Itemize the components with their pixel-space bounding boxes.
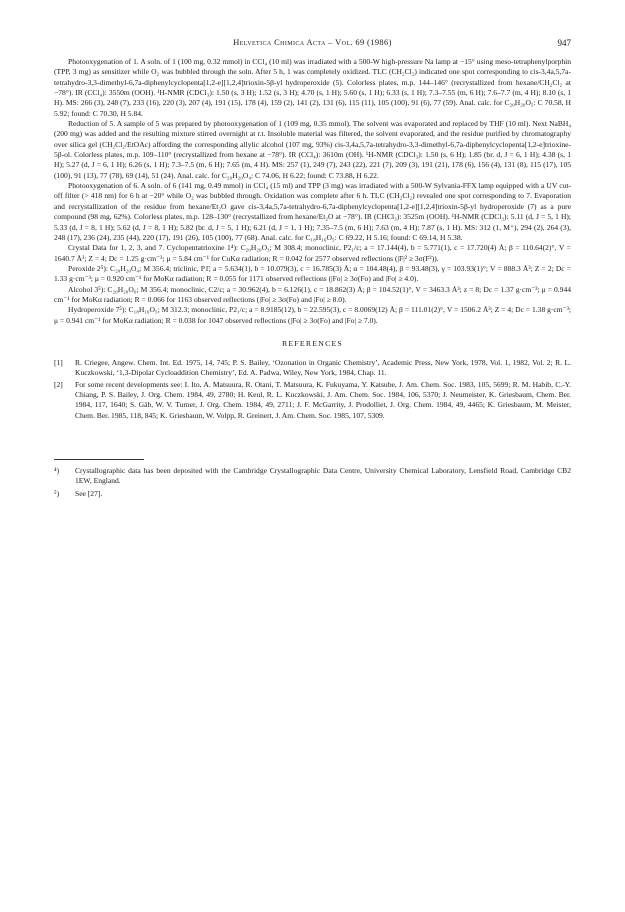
reference-item [54,380,571,421]
reference-text: R. Criegee, Angew. Chem. Int. Ed. 1975, 14, 745; P. S. Bailey, ‘Ozonation in Organic Chemistry’, Academic Press, New York, 1978, Vol. 1, 1982, Vol. 2; R. L. Kuczkowski, ‘1,3-Dipolar Cycloaddition Chemistry’, Ed. A. Padwa, Wiley, New York, 1984, Chap. 11. [75,357,571,378]
paragraph-photooxygenation-6: Photooxygenation of 6. A soln. of 6 (141 mg, 0.49 mmol) in CCl₄ (15 ml) and TPP (3 mg) was irradiated with a 500-W Sylvania-FFX lamp equipped with a UV cut-off filter (> 418 nm) for 6 h at −20° while O₂ was bubbled through. Oxidation was complete after 6 h. TLC (CH₂Cl₂) revealed one spot corresponding to 7. Evaporation and recrystallization of the residue from hexane/Et₂O gave cis-3,4a,5,7a-tetrahydro-6,7a-diphenylcyclopenta[1,2-e][1,2,4]trioxin-5β-yl hydroperoxide (7) as a pure compound (98 mg, 62%). Colorless plates, m.p. 128–130° (recrystallized from hexane/Et₂O at −78°). IR (CHCl₃): 3525m (OOH). ¹H-NMR (CDCl₃): 5.11 (d, J = 5, 1 H); 5.33 (d, J = 8, 1 H); 5.62 (d, J = 8, 1 H); 5.82 (br. d, J = 5, 1 H); 6.21 (d, J = 1, 1 H); 7.35–7.5 (m, 6 H); 7.63 (m, 4 H); 7.87 (s, 1 H). MS: 312 (1, M⁺), 294 (2), 264 (3), 248 (17), 236 (24), 235 (44), 220 (17), 191 (26), 105 (100), 77 (68). Anal. calc. for C₁₈H₁₆O₅: C 69.22, H 5.16; found: C 69.14, H 5.38. [54,181,571,242]
paragraph-photooxygenation-1: Photooxygenation of 1. A soln. of 1 (100 mg, 0.32 mmol) in CCl₄ (10 ml) was irradiated with a 500-W high-pressure Na lamp at −15° using meso-tetraphenylporphin (TPP, 3 mg) as sensitizer while O₂ was bubbled through the soln. After 5 h, 1 was completely oxidized. TLC (CH₂Cl₂) indicated one spot corresponding to cis-3,4a,5,7a-tetrahydro-3,3-dimethyl-6,7a-diphenylcyclopenta[1,2-e][1,2,4]trioxin-5β-yl hydroperoxide (5). Colorless plates, m.p. 144–146° (recrystallized from hexane/CH₂Cl₂ at −78°). IR (CCl₄): 3550m (OOH). ¹H-NMR (CDCl₃): 1.50 (s, 3 H); 1.52 (s, 3 H); 4.70 (s, 1 H); 5.60 (s, 1 H); 6.33 (s, 1 H); 7.3–7.55 (m, 6 H); 7.6–7.7 (m, 4 H); 8.10 (s, 1 H). MS: 266 (3), 248 (7), 233 (16), 220 (3), 207 (4), 191 (15), 178 (4), 159 (2), 141 (2), 131 (6), 115 (11), 105 (100), 91 (6), 77 (59). Anal. calc. for C₂₀H₂₀O₅: C 70.58, H 5.92; found: C 70.30, H 5.84. [54,57,571,118]
experimental-section [54,57,571,326]
footnote-text: See [27]. [75,488,103,498]
footnotes [54,466,571,499]
paragraph-crystal-data-2: Peroxide 2⁵): C₂₀H₂₀O₄; M 356.4; triclinic, P1̄; a = 5.634(1), b = 10.079(3), c = 16.785(3) Å; α = 104.48(4), β = 93.48(3), γ = 103.93(1)°; V = 888.3 Å³; Z = 2; Dc = 1.33 g·cm⁻³; μ = 0.920 cm⁻¹ for MoKα radiation; R = 0.055 for 1171 observed reflections (|Fo| ≥ 3σ(Fo) and |Fo| ≥ 4.0). [54,263,571,284]
page-number: 947 [557,38,571,48]
footnote-text: Crystallographic data has been deposited with the Cambridge Crystallographic Data Centre, University Chemical Laboratory, Lensfield Road, Cambridge CB2 1EW, England. [75,466,571,486]
running-header [54,38,571,52]
paragraph-reduction-5: Reduction of 5. A sample of 5 was prepared by photooxygenation of 1 (109 mg, 0.35 mmol). The solvent was evaporated and replaced by THF (10 ml). Next NaBH₄ (200 mg) was added and the resulting mixture stirred overnight at r.t. Insoluble material was filtered, the solvent evaporated, and the residue purified by chromatography over silica gel (CH₂Cl₂/EtOAc) affording the corresponding allylic alcohol (107 mg, 93%) cis-3,4a,5,7a-tetrahydro-3,3-dimethyl-6,7a-diphenylcyclopenta[1,2-e]trioxine-5β-ol. Colorless plates, m.p. 109–110° (recrystallized from hexane at −78°). IR (CCl₄): 3610m (OH). ¹H-NMR (CDCl₃): 1.50 (s, 6 H); 1.85 (br. d, J = 6, 1 H); 4.38 (s, 1 H); 5.27 (d, J = 6, 1 H); 6.26 (s, 1 H); 7.3–7.5 (m, 6 H); 7.65 (m, 4 H). MS: 257 (1), 249 (7), 243 (22), 221 (7), 209 (3), 191 (21), 178 (6), 156 (4), 131 (8), 115 (17), 105 (100), 91 (13), 77 (78), 69 (14), 51 (24). Anal. calc. for C₂₀H₂₀O₄: C 74.06, H 6.22; found: C 73.88, H 6.22. [54,119,571,180]
paragraph-crystal-data-7: Hydroperoxide 7⁵): C₁₈H₁₆O₅; M 312.3; monoclinic, P2₁/c; a = 8.9185(12), b = 22.595(3), c = 8.0069(12) Å; β = 111.01(2)°, V = 1506.2 Å³; Z = 4; Dc = 1.38 g·cm⁻³; μ = 0.941 cm⁻¹ for MoKα radiation; R = 0.038 for 1047 observed reflections (|Fo| ≥ 3σ(Fo) and |Fo| ≥ 7.0). [54,305,571,325]
paragraph-crystal-data-1: Crystal Data for 1, 2, 3, and 7. Cyclopentatrioxine 1⁴): C₂₀H₂₀O₃; M 308.4; monoclinic, P2₁/c; a = 17.144(4), b = 5.771(1), c = 17.720(4) Å; β = 110.64(2)°, V = 1640.7 Å³; Z = 4; Dc = 1.25 g·cm⁻³; μ = 5.84 cm⁻¹ for CuKα radiation; R = 0.042 for 2577 observed reflections (|F|² ≥ 3σ(F²)). [54,243,571,263]
footnote-divider [54,459,144,460]
footnote-number: ⁵) [54,488,60,498]
references-list [54,358,571,421]
journal-title: Helvetica Chimica Acta – Vol. 69 (1986) [233,38,392,47]
footnote-item [54,466,571,487]
reference-number: [2] [54,379,63,389]
references-heading: REFERENCES [282,338,343,348]
footnote-number: ⁴) [54,466,60,475]
journal-page [54,38,571,501]
reference-item [54,358,571,379]
paragraph-crystal-data-3: Alcohol 3⁵): C₂₀H₂₀O₆; M 356.4; monoclinic, C2/c; a = 30.962(4), b = 6.126(1), c = 18.862(3) Å; β = 104.52(1)°, V = 3463.3 Å³; z = 8; Dc = 1.37 g·cm⁻³; μ = 0.944 cm⁻¹ for MoKα radiation; R = 0.066 for 1163 observed reflections (|Fo| ≥ 3σ(Fo) and |Fo| ≥ 8.0). [54,284,571,304]
reference-number: [1] [54,357,63,367]
footnote-item [54,489,571,499]
reference-text: For some recent developments see: I. Ito, A. Matsuura, R. Otani, T. Matsuura, K. Fukuyama, Y. Katsube, J. Am. Chem. Soc. 1983, 105, 5699; R. M. Habib, C.-Y. Chiang, P. S. Bailey, J. Org. Chem. 1984, 49, 2780; H. Keul, R. L. Kuczkowski, J. Am. Chem. Soc. 1984, 106, 5370; J. Neumeister, K. Griesbaum, Chem. Ber. 1984, 117, 1640; S. Gäb, W. V. Turner, J. Org. Chem. 1984, 49, 2711; J. F. McGarrity, J. Prodolliet, J. Org. Chem. 1984, 49, 4465; K. Griesbaum, M. Meister, Chem. Ber. 1985, 118, 845; K. Griesbaum, W. Volpp, R. Greinert, J. Am. Chem. Soc. 1985, 107, 5309. [75,379,571,420]
